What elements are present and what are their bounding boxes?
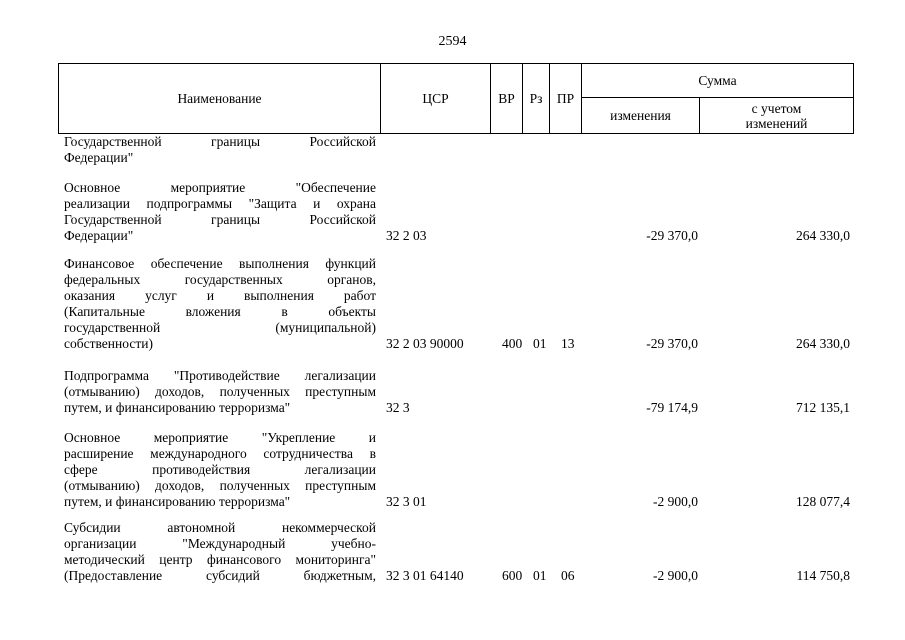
row-name [64,180,376,244]
row-total: 264 330,0 [796,336,850,351]
row-total: 114 750,8 [796,568,850,583]
row-change: -29 370,0 [646,336,698,351]
row-name-line: федеральных государственных органов, [64,272,376,287]
row-change: -2 900,0 [653,568,698,583]
row-vr: 600 [502,568,523,583]
row-name-line: реализации подпрограммы "Защита и охрана [64,196,376,211]
row-name [64,134,376,166]
row-name-line: Государственной границы Российской [64,134,376,149]
header-pr: ПР [550,64,582,134]
row-csr: 32 2 03 [386,228,427,243]
row-name-line: Федерации" [64,150,134,165]
row-name [64,520,376,584]
row-pr: 13 [561,336,575,351]
row-name [64,368,376,416]
page-number: 2594 [438,34,467,49]
row-name-line: Основное мероприятие "Укрепление и [64,430,376,445]
row-csr: 32 3 01 64140 [386,568,464,583]
row-vr: 400 [502,336,523,351]
row-rz: 01 [533,336,547,351]
row-name-line: (Предоставление субсидий бюджетным, [64,568,376,583]
row-total: 712 135,1 [796,400,850,415]
header-rz: Рз [523,64,550,134]
row-name-line: (Капитальные вложения в объекты [64,304,376,319]
row-name-line: (отмыванию) доходов, полученных преступным [64,478,376,493]
row-total: 264 330,0 [796,228,850,243]
header-name: Наименование [59,64,381,134]
header-change: изменения [582,98,700,134]
row-name [64,430,376,510]
row-name-line: путем, и финансированию терроризма" [64,494,291,509]
row-name-line: расширение международного сотрудничества в [64,446,376,461]
row-name-line: Федерации" [64,228,134,243]
row-name-line: сфере противодействия легализации [64,462,376,477]
row-name-line: Субсидии автономной некоммерческой [64,520,376,535]
row-name-line: Финансовое обеспечение выполнения функций [64,256,376,271]
row-csr: 32 3 01 [386,494,427,509]
header-vr: ВР [491,64,523,134]
table-header [58,63,854,134]
row-rz: 01 [533,568,547,583]
row-name-line: государственной (муниципальной) [64,320,376,335]
header-sum: Сумма [582,64,854,98]
row-name-line: оказания услуг и выполнения работ [64,288,376,303]
row-csr: 32 3 [386,400,410,415]
row-name-line: Основное мероприятие "Обеспечение [64,180,376,195]
row-total: 128 077,4 [796,494,850,509]
row-name-line: собственности) [64,336,153,351]
header-with-change-line1: с учетом [751,100,802,116]
row-name-line: (отмыванию) доходов, полученных преступным [64,384,376,399]
row-pr: 06 [561,568,575,583]
row-name-line: путем, и финансированию терроризма" [64,400,291,415]
row-name-line: Подпрограмма "Противодействие легализации [64,368,376,383]
header-csr: ЦСР [381,64,491,134]
row-change: -29 370,0 [646,228,698,243]
row-name-line: организации "Международный учебно- [64,536,376,551]
row-change: -2 900,0 [653,494,698,509]
row-name-line: Государственной границы Российской [64,212,376,227]
row-change: -79 174,9 [646,400,698,415]
row-name [64,256,376,352]
row-name-line: методический центр финансового мониторинга" [64,552,376,567]
header-with-change-line2: изменений [745,115,808,131]
header-with-change [700,98,854,134]
row-csr: 32 2 03 90000 [386,336,464,351]
